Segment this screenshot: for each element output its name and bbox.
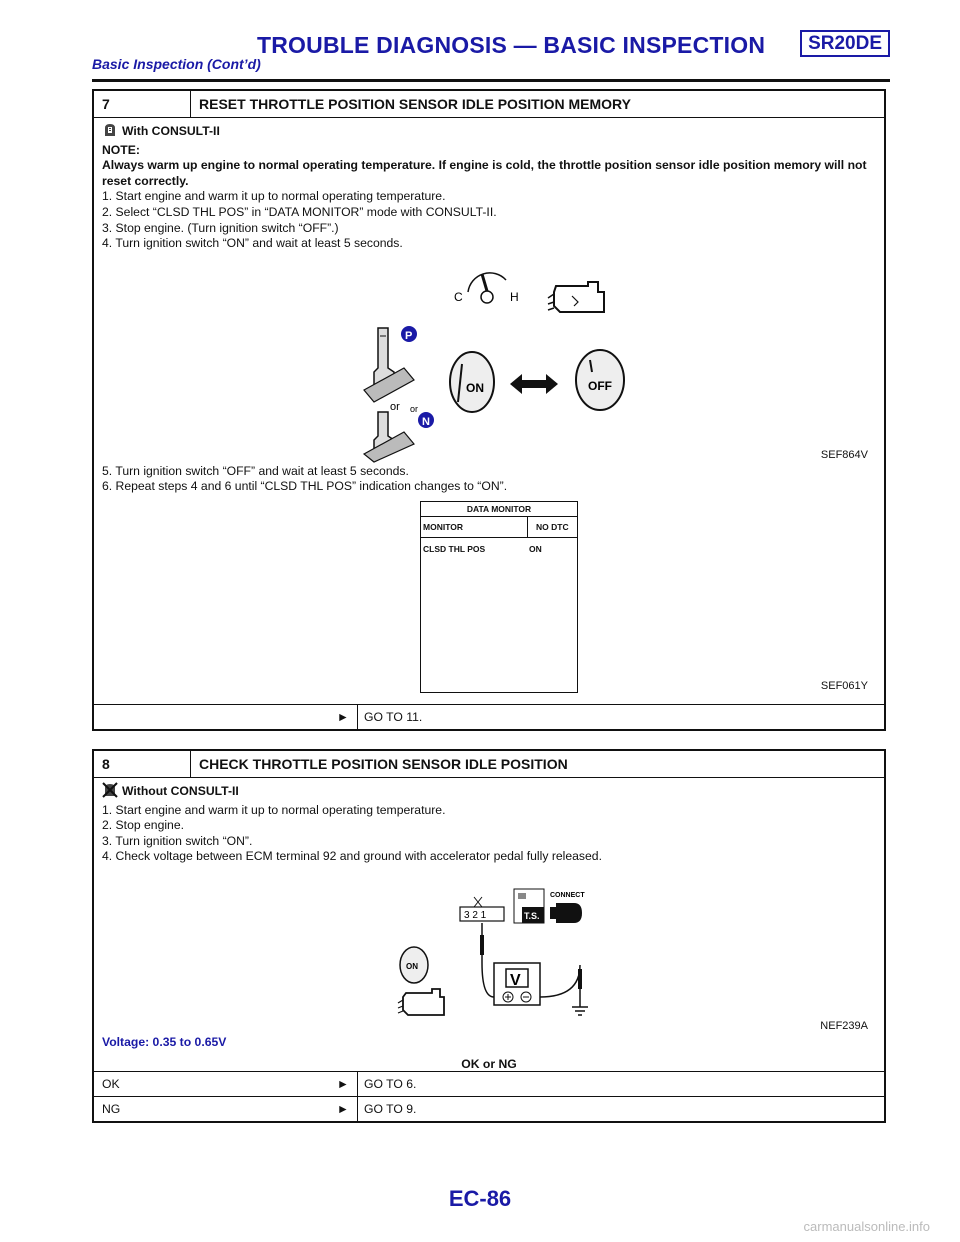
voltage-spec: Voltage: 0.35 to 0.65V (102, 1034, 227, 1049)
step-7-mode: With CONSULT-II (122, 124, 220, 138)
step-7-body (94, 118, 884, 695)
engine-icon (548, 282, 604, 312)
no-consult-icon (102, 782, 118, 803)
voltage-check-diagram (102, 865, 878, 1035)
monitor-value: ON (529, 543, 542, 554)
engine-icon-2 (398, 989, 444, 1015)
ts-label: T.S. (524, 910, 540, 921)
step-7-title: RESET THROTTLE POSITION SENSOR IDLE POSITION MEMORY (199, 96, 631, 112)
result-ng-label: NG (102, 1102, 121, 1116)
step-7-instruction-1: 1. Start engine and warm it up to normal operating temperature. (102, 189, 446, 204)
step-7-box (92, 89, 886, 731)
key-off-icon (576, 350, 624, 410)
result-arrow-icon: ► (336, 710, 349, 724)
ignition-diagram (102, 252, 878, 464)
monitor-item: CLSD THL POS (423, 543, 486, 554)
result-ok-label: OK (102, 1077, 120, 1091)
monitor-col-2: NO DTC (536, 521, 569, 532)
monitor-col-1: MONITOR (421, 517, 528, 537)
step-7-result-row (94, 704, 884, 729)
note-label: NOTE: (102, 142, 140, 157)
result-row-ng (94, 1096, 884, 1121)
step-8-instruction-3: 3. Turn ignition switch “ON”. (102, 833, 253, 848)
connect-icon (550, 892, 585, 923)
step-8-result-rows (94, 1071, 884, 1121)
voltmeter-label: V (510, 971, 521, 989)
gear-p: P (405, 329, 413, 342)
step-7-number: 7 (94, 91, 191, 117)
step-7-instruction-3: 3. Stop engine. (Turn ignition switch “OFF”.) (102, 220, 339, 235)
step-8-instruction-1: 1. Start engine and warm it up to normal operating temperature. (102, 802, 446, 817)
gear-n: N (422, 415, 430, 428)
data-monitor-screen (420, 501, 578, 693)
step-7-instruction-6: 6. Repeat steps 4 and 6 until “CLSD THL POS” indication changes to “ON”. (102, 479, 508, 494)
result-ng-link[interactable]: GO TO 9. (364, 1102, 417, 1116)
key-on-label: ON (466, 380, 484, 395)
ignition-figure (102, 252, 876, 464)
step-8-mode: Without CONSULT-II (122, 784, 239, 798)
double-arrow-icon (510, 374, 558, 394)
page-title: TROUBLE DIAGNOSIS — BASIC INSPECTION (257, 32, 766, 58)
page-number: EC-86 (448, 1186, 512, 1211)
key-on-label-2: ON (406, 961, 418, 971)
step-7-instruction-2: 2. Select “CLSD THL POS” in “DATA MONITOR” mode with CONSULT-II. (102, 204, 497, 219)
step-8-instruction-2: 2. Stop engine. (102, 818, 184, 833)
data-monitor-figure (102, 495, 876, 695)
step-7-header (94, 91, 884, 118)
figure-code-sef864v: SEF864V (820, 449, 868, 462)
engine-badge: SR20DE (800, 30, 890, 57)
step-8-number: 8 (94, 751, 191, 777)
step-7-instruction-4: 4. Turn ignition switch “ON” and wait at least 5 seconds. (102, 236, 403, 251)
gauge-c: C (454, 289, 463, 304)
result-ng-arrow-icon: ► (336, 1102, 349, 1116)
header-rule (92, 79, 890, 82)
step-8-title: CHECK THROTTLE POSITION SENSOR IDLE POSITION (199, 756, 568, 772)
page-subtitle: Basic Inspection (Cont’d) (92, 56, 261, 72)
or-1: or (390, 400, 400, 413)
step-8-body (94, 778, 884, 1078)
or-2: or (410, 403, 419, 414)
page-header (92, 26, 890, 78)
step-8-box (92, 749, 886, 1123)
key-on-icon-2 (400, 947, 428, 983)
figure-code-sef061y: SEF061Y (820, 680, 868, 693)
step-7-instruction-5: 5. Turn ignition switch “OFF” and wait at least 5 seconds. (102, 463, 409, 478)
step-8-header (94, 751, 884, 778)
shifter-n-icon (364, 412, 414, 462)
gauge-h: H (510, 289, 519, 304)
note-text: Always warm up engine to normal operating temperature. If engine is cold, the throttle position sensor idle position memory will not reset correctly. (102, 158, 867, 188)
result-ok-arrow-icon: ► (336, 1077, 349, 1091)
step-7-result-link[interactable]: GO TO 11. (364, 710, 423, 724)
monitor-screen-title: DATA MONITOR (421, 502, 577, 517)
connect-label: CONNECT (550, 891, 585, 899)
watermark: carmanualsonline.info (803, 1219, 930, 1234)
voltage-check-figure (102, 865, 876, 1035)
step-8-instruction-4: 4. Check voltage between ECM terminal 92 and ground with accelerator pedal fully released. (102, 849, 602, 864)
result-ok-link[interactable]: GO TO 6. (364, 1077, 417, 1091)
ok-or-ng-label: OK or NG (461, 1056, 517, 1071)
ts-icon (514, 889, 544, 923)
terminal-labels: 3 2 1 (464, 909, 487, 921)
key-on-icon (450, 352, 494, 412)
key-off-label: OFF (588, 378, 612, 393)
consult-icon (102, 122, 118, 143)
figure-code-nef239a: NEF239A (820, 1020, 868, 1033)
voltmeter-icon (494, 963, 540, 1005)
result-row-ok (94, 1071, 884, 1096)
